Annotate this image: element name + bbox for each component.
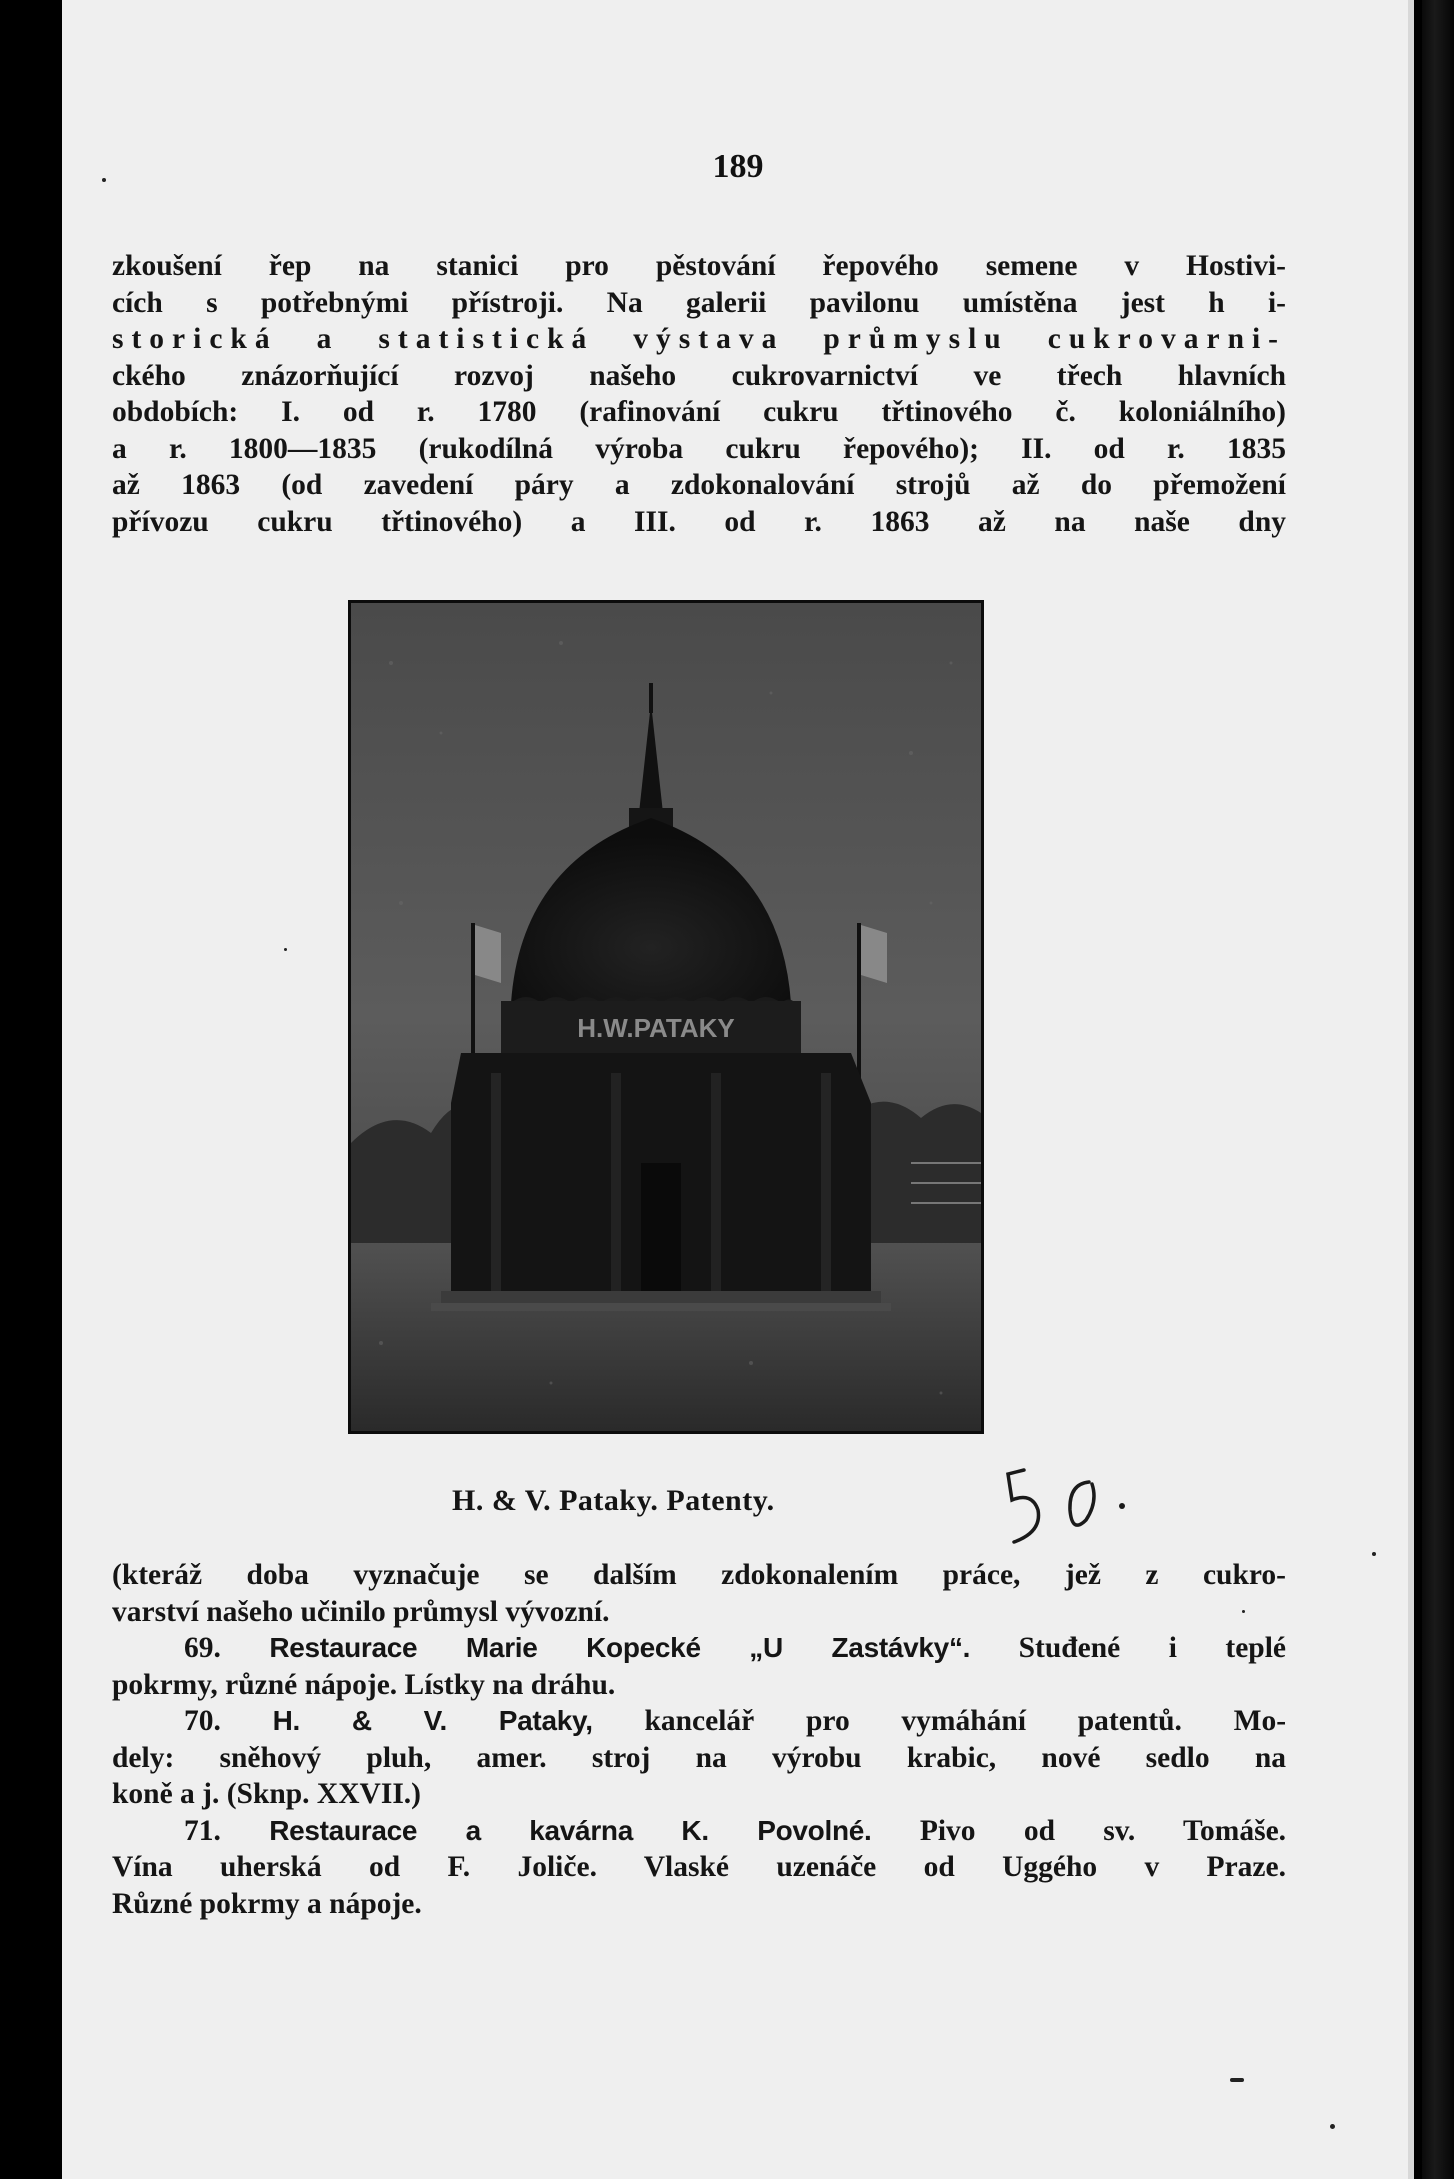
top-paragraph — [112, 248, 1286, 540]
print-speck — [284, 948, 287, 951]
text-line: Různé pokrmy a nápoje. — [112, 1887, 422, 1920]
book-page — [62, 0, 1414, 2179]
print-speck — [1242, 1610, 1245, 1613]
text-line: zkoušení řep na stanici pro pěstování řepového semene v Hostivi- — [112, 250, 1286, 282]
pavilion-sign-text: H.W.PATAKY — [577, 1013, 735, 1043]
photo-caption: H. & V. Pataky. Patenty. — [452, 1484, 775, 1517]
entry-text: Stuđené i teplé — [1018, 1632, 1286, 1664]
text-line: pokrmy, různé nápoje. Lístky na dráhu. — [112, 1668, 616, 1701]
print-speck — [1230, 2078, 1244, 2082]
entry-number: 69. — [184, 1632, 221, 1664]
pavilion-illustration — [351, 603, 981, 1431]
entry-name: Restaurace a kavárna K. Povolné. — [269, 1814, 872, 1846]
entry-name: H. & V. Pataky, — [272, 1705, 593, 1736]
text-line: Vína uherská od F. Joliče. Vlaské uzenáče od Uggého v Praze. — [112, 1851, 1286, 1883]
text-line: obdobích: I. od r. 1780 (rafinování cukru třtinového č. koloniálního) — [112, 396, 1286, 428]
entry-number: 71. — [184, 1814, 221, 1847]
entry-text: kancelář pro vymáhání patentů. Mo- — [644, 1705, 1287, 1737]
entry-71 — [112, 1813, 1286, 1850]
text-line: storická a statistická výstava průmyslu cukrovarni- — [112, 323, 1286, 355]
bottom-paragraph — [112, 1557, 1286, 1922]
entry-70 — [112, 1703, 1286, 1740]
pavilion-photograph — [348, 600, 984, 1434]
handwritten-number — [994, 1462, 1164, 1552]
text-line: (kteráž doba vyznačuje se dalším zdokonalením práce, jež z cukro- — [112, 1559, 1286, 1591]
page-number: 189 — [712, 148, 764, 185]
text-line: přívozu cukru třtinového) a III. od r. 1863 až na naše dny — [112, 505, 1286, 538]
text-line: varství našeho učinilo průmysl vývozní. — [112, 1595, 610, 1628]
print-speck — [1330, 2124, 1335, 2129]
entry-text: Pivo od sv. Tomáše. — [919, 1814, 1287, 1847]
entry-number: 70. — [184, 1705, 221, 1737]
text-line: a r. 1800—1835 (rukodílná výroba cukru řepového); II. od r. 1835 — [112, 432, 1286, 465]
print-speck — [102, 178, 106, 182]
scan-edge — [1422, 0, 1454, 2179]
text-line: až 1863 (od zavedení páry a zdokonalování strojů až do přemožení — [112, 469, 1286, 501]
text-line: ckého znázorňující rozvoj našeho cukrovarnictví ve třech hlavních — [112, 359, 1286, 392]
entry-name: Restaurace Marie Kopecké „U Zastávky“. — [269, 1632, 971, 1663]
print-speck — [1372, 1552, 1376, 1556]
text-line: cích s potřebnými přístroji. Na galerii pavilonu umístěna jest h i- — [112, 286, 1286, 319]
handwritten-note-text: 50. — [994, 1462, 996, 1463]
text-line: koně a j. (Sknp. XXVII.) — [112, 1778, 422, 1810]
text-line: dely: sněhový pluh, amer. stroj na výrobu krabic, nové sedlo na — [112, 1741, 1286, 1774]
entry-69 — [112, 1630, 1286, 1667]
